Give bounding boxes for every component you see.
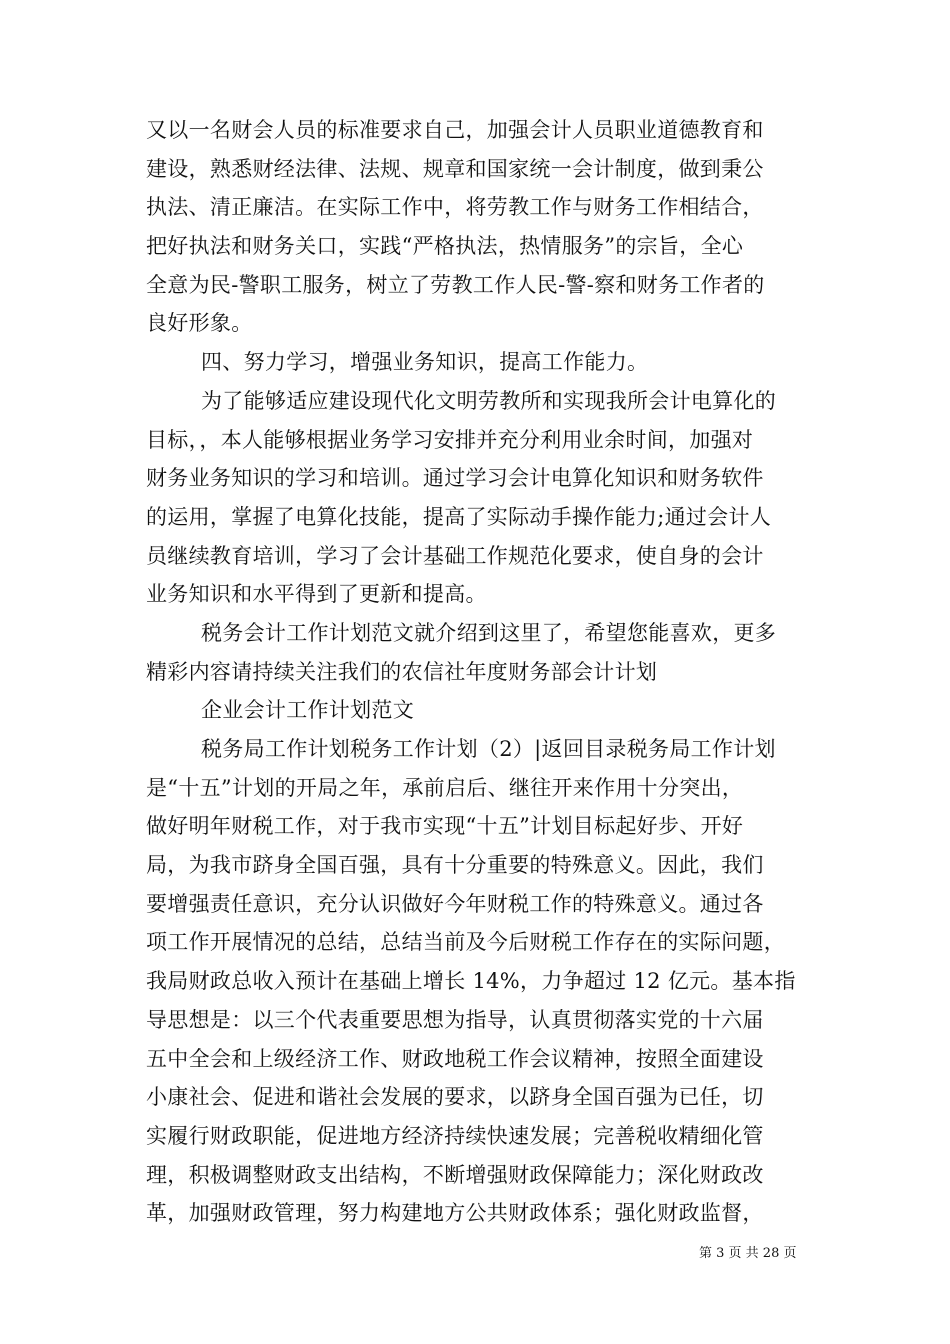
text-line: 的运用，掌握了电算化技能，提高了实际动手操作能力;通过会计人 (146, 504, 772, 529)
text-line: 全意为民-警职工服务，树立了劳教工作人民-警-察和财务工作者的 (146, 272, 765, 297)
page-footer: 第 3 页 共 28 页 (699, 1246, 797, 1261)
text-line: 要增强责任意识，充分认识做好今年财税工作的特殊意义。通过各 (146, 891, 764, 916)
text-line: 企业会计工作计划范文 (201, 698, 414, 723)
text-line: 五中全会和上级经济工作、财政地税工作会议精神，按照全面建设 (146, 1046, 764, 1071)
text-line: 税务会计工作计划范文就介绍到这里了，希望您能喜欢，更多 (201, 620, 777, 645)
text-line: 财务业务知识的学习和培训。通过学习会计电算化知识和财务软件 (146, 466, 764, 491)
text-line: 建设，熟悉财经法律、法规、规章和国家统一会计制度，做到秉公 (146, 156, 764, 181)
text-line: 员继续教育培训，学习了会计基础工作规范化要求，使自身的会计 (146, 543, 764, 568)
text-line: 精彩内容请持续关注我们的农信社年度财务部会计计划 (146, 659, 658, 684)
text-line: 做好明年财税工作，对于我市实现“十五”计划目标起好步、开好 (146, 814, 744, 839)
text-line: 又以一名财会人员的标准要求自己，加强会计人员职业道德教育和 (146, 118, 764, 142)
text-line: 理，积极调整财政支出结构，不断增强财政保障能力；深化财政改 (146, 1162, 764, 1187)
text-line: 是“十五”计划的开局之年，承前启后、继往开来作用十分突出， (146, 775, 744, 800)
text-line: 业务知识和水平得到了更新和提高。 (146, 582, 487, 607)
text-line: 导思想是：以三个代表重要思想为指导，认真贯彻落实党的十六届 (146, 1007, 764, 1032)
text-line: 局，为我市跻身全国百强，具有十分重要的特殊意义。因此，我们 (146, 853, 764, 878)
text-line: 税务局工作计划税务工作计划（2）|返回目录税务局工作计划 (201, 737, 776, 761)
text-line: 实履行财政职能，促进地方经济持续快速发展；完善税收精细化管 (146, 1123, 764, 1148)
body-text (146, 111, 816, 1233)
text-line: 执法、清正廉洁。在实际工作中，将劳教工作与财务工作相结合， (146, 195, 764, 220)
text-line: 项工作开展情况的总结，总结当前及今后财税工作存在的实际问题， (146, 930, 785, 955)
text-line: 我局财政总收入预计在基础上增长 14%，力争超过 12 亿元。基本指 (146, 969, 796, 994)
text-line: 目标，，本人能够根据业务学习安排并充分利用业余时间，加强对 (146, 427, 754, 452)
text-line: 小康社会、促进和谐社会发展的要求，以跻身全国百强为已任，切 (146, 1085, 764, 1110)
text-line: 四、努力学习，增强业务知识，提高工作能力。 (201, 350, 649, 375)
text-line: 为了能够适应建设现代化文明劳教所和实现我所会计电算化的 (201, 388, 777, 413)
text-line: 革，加强财政管理，努力构建地方公共财政体系；强化财政监督， (146, 1201, 764, 1226)
text-line: 良好形象。 (146, 311, 253, 336)
text-line: 把好执法和财务关口，实践“严格执法，热情服务”的宗旨，全心 (146, 234, 744, 259)
